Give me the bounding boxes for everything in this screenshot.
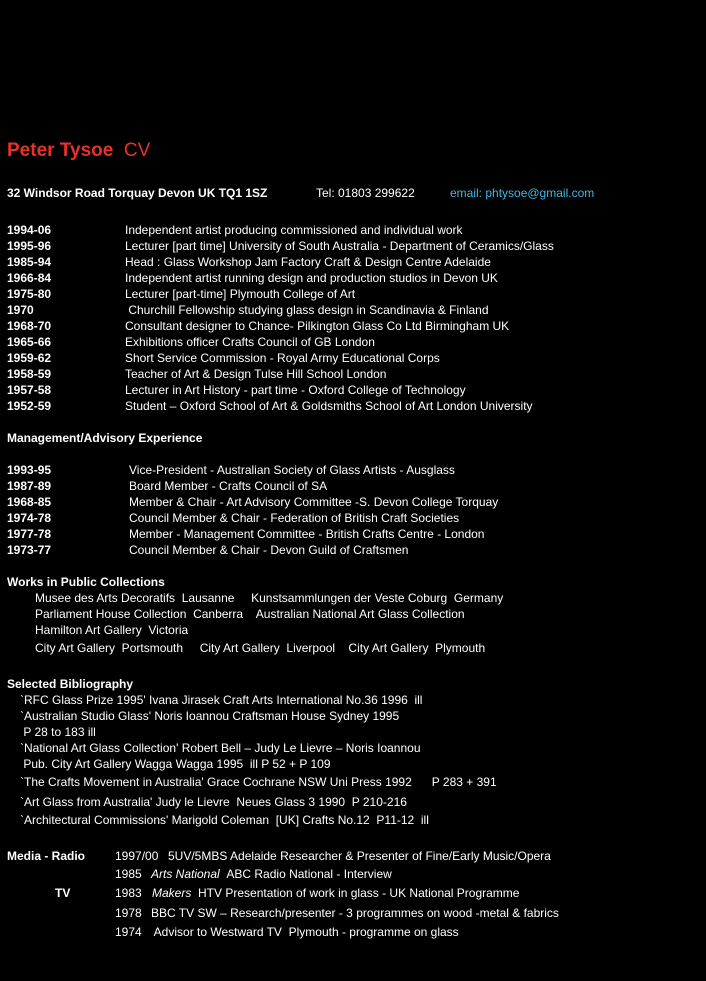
media-entry xyxy=(151,866,392,882)
bibliography-line: `RFC Glass Prize 1995' Ivana Jirasek Craft Arts International No.36 1996 ill xyxy=(20,693,423,707)
media-text: ABC Radio National - Interview xyxy=(226,867,392,881)
management-date: 1974-78 xyxy=(7,511,52,525)
management-date: 1977-78 xyxy=(7,527,52,541)
management-text: Board Member - Crafts Council of SA xyxy=(129,479,328,493)
bibliography-line: `Australian Studio Glass' Noris Ioannou Craftsman House Sydney 1995 xyxy=(20,709,400,723)
bibliography-line: `National Art Glass Collection' Robert Bell – Judy Le Lievre – Noris Ioannou xyxy=(20,741,421,755)
management-text: Vice-President - Australian Society of Glass Artists - Ausglass xyxy=(129,463,455,477)
career-text: Independent artist running design and production studios in Devon UK xyxy=(125,271,498,285)
career-date: 1952-59 xyxy=(7,399,52,413)
bibliography-heading: Selected Bibliography xyxy=(7,677,134,691)
cv-label: CV xyxy=(123,140,151,161)
career-text: Consultant designer to Chance- Pilkington Glass Co Ltd Birmingham UK xyxy=(125,319,510,333)
management-text: Council Member & Chair - Federation of British Craft Societies xyxy=(129,511,460,525)
page-title xyxy=(7,139,150,163)
management-date: 1993-95 xyxy=(7,463,52,477)
management-heading: Management/Advisory Experience xyxy=(7,431,203,445)
career-text: Lecturer [part-time] Plymouth College of Art xyxy=(125,287,356,301)
management-date: 1968-85 xyxy=(7,495,52,509)
career-date: 1975-80 xyxy=(7,287,52,301)
collection-line: Hamilton Art Gallery Victoria xyxy=(35,623,189,637)
management-text: Council Member & Chair - Devon Guild of Craftsmen xyxy=(129,543,409,557)
media-year: 1983 xyxy=(115,886,142,900)
career-text: Independent artist producing commissioned and individual work xyxy=(125,223,463,237)
bibliography-line: `The Crafts Movement in Australia' Grace Cochrane NSW Uni Press 1992 P 283 + 391 xyxy=(20,775,497,789)
career-text: Lecturer in Art History - part time - Oxford College of Technology xyxy=(125,383,466,397)
media-text: Advisor to Westward TV Plymouth - programme on glass xyxy=(151,925,459,939)
media-text: HTV Presentation of work in glass - UK National Programme xyxy=(198,886,520,900)
career-text: Teacher of Art & Design Tulse Hill School London xyxy=(125,367,387,381)
bibliography-line: P 28 to 183 ill xyxy=(20,725,96,739)
management-date: 1973-77 xyxy=(7,543,52,557)
media-text: 5UV/5MBS Adelaide Researcher & Presenter of Fine/Early Music/Opera xyxy=(168,849,551,863)
management-text: Member & Chair - Art Advisory Committee -S. Devon College Torquay xyxy=(129,495,499,509)
telephone: Tel: 01803 299622 xyxy=(316,186,415,200)
media-programme: Arts National xyxy=(151,867,220,881)
media-tv-label: TV xyxy=(55,886,71,900)
management-date: 1987-89 xyxy=(7,479,52,493)
media-year: 1985 xyxy=(115,867,142,881)
career-text: Head : Glass Workshop Jam Factory Craft & Design Centre Adelaide xyxy=(125,255,491,269)
media-year: 1997/00 xyxy=(115,849,159,863)
media-radio-label: Media - Radio xyxy=(7,849,86,863)
collection-line: Parliament House Collection Canberra Australian National Art Glass Collection xyxy=(35,607,465,621)
career-text: Churchill Fellowship studying glass design in Scandinavia & Finland xyxy=(125,303,489,317)
career-date: 1965-66 xyxy=(7,335,52,349)
media-entry xyxy=(152,885,519,901)
collections-heading: Works in Public Collections xyxy=(7,575,165,589)
career-text: Short Service Commission - Royal Army Educational Corps xyxy=(125,351,440,365)
address: 32 Windsor Road Torquay Devon UK TQ1 1SZ xyxy=(7,186,268,200)
career-date: 1959-62 xyxy=(7,351,52,365)
career-text: Lecturer [part time] University of South Australia - Department of Ceramics/Glass xyxy=(125,239,554,253)
career-date: 1970 xyxy=(7,303,34,317)
career-date: 1995-96 xyxy=(7,239,52,253)
management-text: Member - Management Committee - British Crafts Centre - London xyxy=(129,527,485,541)
bibliography-line: `Architectural Commissions' Marigold Coleman [UK] Crafts No.12 P11-12 ill xyxy=(20,813,429,827)
career-text: Student – Oxford School of Art & Goldsmiths School of Art London University xyxy=(125,399,533,413)
media-text: BBC TV SW – Research/presenter - 3 programmes on wood -metal & fabrics xyxy=(151,906,559,920)
collection-line: Musee des Arts Decoratifs Lausanne Kunstsammlungen der Veste Coburg Germany xyxy=(35,591,504,605)
career-date: 1958-59 xyxy=(7,367,52,381)
media-programme: Makers xyxy=(152,886,192,900)
career-date: 1985-94 xyxy=(7,255,52,269)
career-date: 1957-58 xyxy=(7,383,52,397)
bibliography-line: Pub. City Art Gallery Wagga Wagga 1995 ill P 52 + P 109 xyxy=(20,757,331,771)
career-date: 1966-84 xyxy=(7,271,52,285)
career-date: 1994-06 xyxy=(7,223,52,237)
collection-line: City Art Gallery Portsmouth City Art Gallery Liverpool City Art Gallery Plymouth xyxy=(35,641,486,655)
email-link[interactable]: email: phtysoe@gmail.com xyxy=(450,186,595,200)
career-text: Exhibitions officer Crafts Council of GB London xyxy=(125,335,375,349)
media-year: 1974 xyxy=(115,925,142,939)
bibliography-line: `Art Glass from Australia' Judy le Lievre Neues Glass 3 1990 P 210-216 xyxy=(20,795,407,809)
cv-name: Peter Tysoe xyxy=(7,140,114,161)
media-year: 1978 xyxy=(115,906,142,920)
career-date: 1968-70 xyxy=(7,319,52,333)
